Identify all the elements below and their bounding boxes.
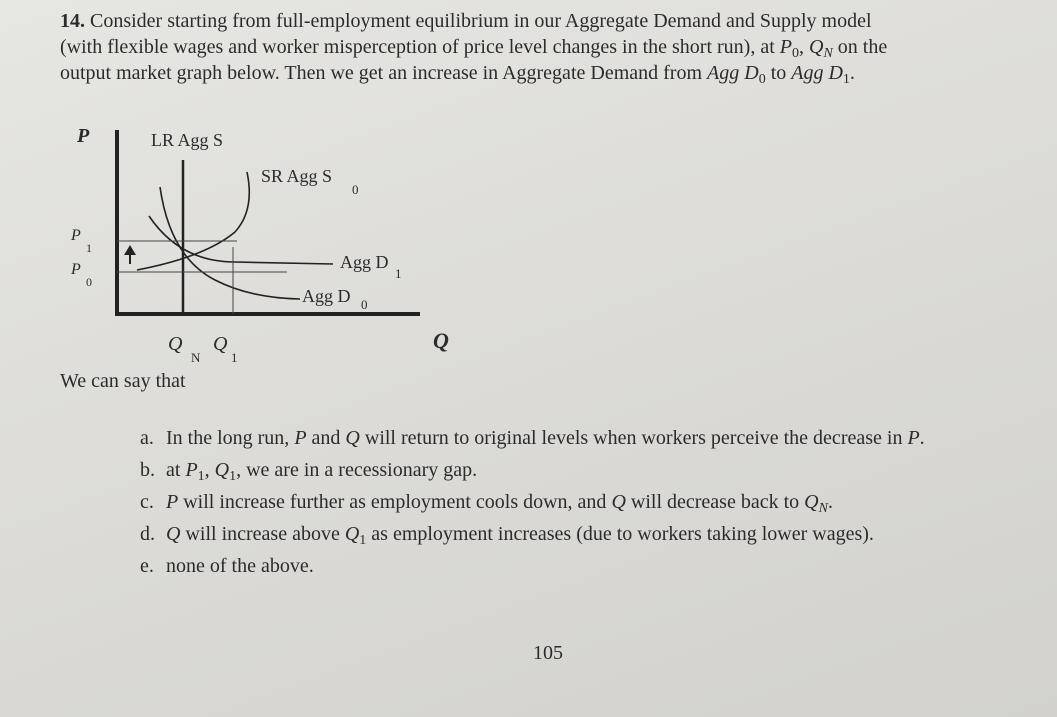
question-line-1: 14. Consider starting from full-employment equilibrium in our Aggregate Demand and Supply model (60, 10, 872, 32)
option-letter: e. (140, 555, 154, 577)
option-text-part: at (166, 459, 186, 481)
lead-in-text: We can say that (60, 370, 186, 392)
option-text-part: will increase above (180, 523, 345, 545)
option-text-part: P (294, 427, 307, 449)
option-text-part: 1 (359, 533, 367, 548)
q1-label: Q (213, 333, 228, 355)
page-number: 105 (533, 642, 563, 664)
option-d (140, 518, 1040, 550)
agg-d0-sub: 0 (361, 297, 368, 312)
qn-label: Q (168, 333, 183, 355)
agg-d0-label: Agg D (302, 286, 351, 306)
option-a (140, 422, 1040, 454)
sr-agg-s-sub: 0 (352, 182, 359, 197)
lr-agg-s-label: LR Agg S (151, 130, 224, 150)
option-text-part: Q (166, 523, 181, 545)
option-letter: c. (140, 491, 154, 513)
y-axis-label: P (77, 125, 90, 147)
p0-sub: 0 (86, 275, 92, 289)
option-text-part: will decrease back to (625, 491, 805, 513)
p0-label: P (71, 261, 81, 278)
sr-agg-s-label: SR Agg S (261, 166, 333, 186)
x-axis-label: Q (433, 328, 449, 353)
agg-d1-label: Agg D (340, 252, 389, 272)
option-text-part: 1 (197, 469, 205, 484)
option-text-part: In the long run, (166, 427, 295, 449)
option-e (140, 550, 1040, 582)
option-text-part: and (306, 427, 346, 449)
option-text-part: P (166, 491, 179, 513)
option-text-part: Q (804, 491, 819, 513)
qn-sub: N (191, 350, 201, 365)
option-text-part: P (907, 427, 920, 449)
option-text-part: as employment increases (due to workers taking lower wages). (366, 523, 874, 545)
question-number: 14. (60, 10, 85, 32)
option-text-part: Q (345, 427, 360, 449)
option-text-part: Q (611, 491, 626, 513)
option-b (140, 454, 1040, 486)
option-text-part: Q (344, 523, 360, 545)
option-text-part: will increase further as employment cools down, and (178, 491, 612, 513)
option-text-part: none of the above. (166, 555, 314, 577)
p1-sub: 1 (86, 241, 92, 255)
agg-d0-curve (160, 187, 300, 299)
option-letter: a. (140, 427, 154, 449)
option-text-part: will return to original levels when workers perceive the decrease in (359, 427, 908, 449)
option-c (140, 486, 1040, 518)
agg-d1-sub: 1 (395, 266, 402, 281)
option-text-part: N (818, 501, 828, 516)
option-letter: d. (140, 523, 155, 545)
option-text-part: . (827, 491, 833, 513)
ad-as-graph (55, 112, 475, 374)
option-text-part: , (204, 459, 215, 481)
question-line-2: (with flexible wages and worker misperception of price level changes in the short run), at $P_0$, $Q_N$ on the (60, 36, 888, 61)
question-text (60, 8, 1020, 86)
option-text-part: 1 (229, 469, 237, 484)
shift-arrow-head (124, 245, 136, 255)
answer-options (140, 422, 1040, 582)
option-text-part: Q (214, 459, 230, 481)
option-letter: b. (140, 459, 155, 481)
question-line-3: output market graph below. Then we get an increase in Aggregate Demand from Agg $D_0$ to Agg $D_1$. (60, 62, 855, 87)
option-text-part: , we are in a recessionary gap. (236, 459, 478, 481)
p1-label: P (71, 227, 81, 244)
option-text-part: P (185, 459, 198, 481)
option-text-part: . (919, 427, 925, 449)
q1-sub: 1 (231, 350, 238, 365)
sr-agg-s-curve (137, 172, 249, 270)
